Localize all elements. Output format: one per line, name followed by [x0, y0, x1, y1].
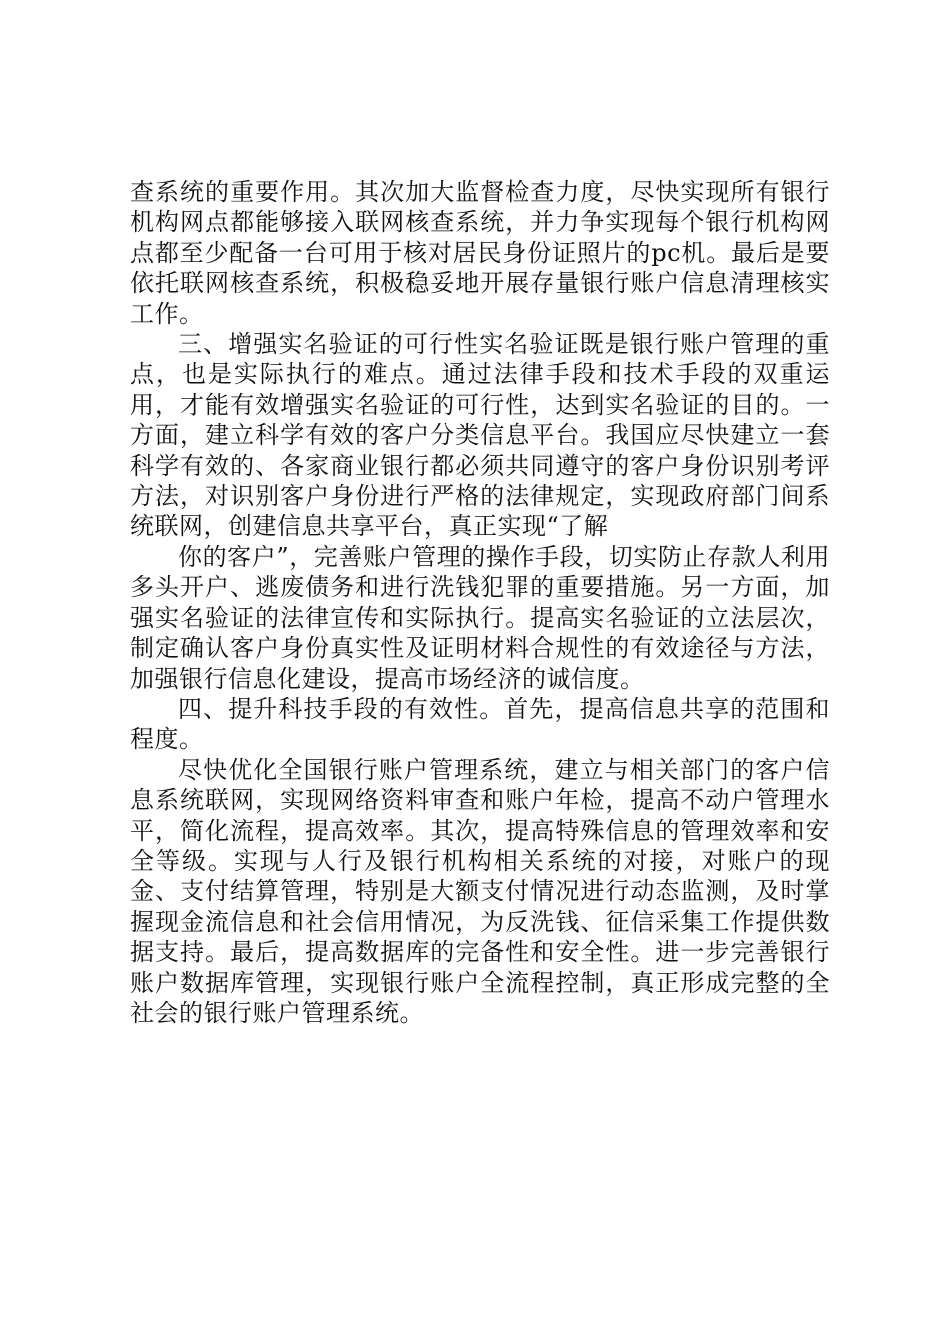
document-body [130, 177, 830, 1028]
paragraph-system-optimization: 尽快优化全国银行账户管理系统，建立与相关部门的客户信息系统联网，实现网络资料审查和账户年检，提高不动户管理水平，简化流程，提高效率。其次，提高特殊信息的管理效率和安全等级。实现与人行及银行机构相关系统的对接，对账户的现金、支付结算管理，特别是大额支付情况进行动态监测，及时掌握现金流信息和社会信用情况，为反洗钱、征信采集工作提供数据支持。最后，提高数据库的完备性和安全性。进一步完善银行账户数据库管理，实现银行账户全流程控制，真正形成完整的全社会的银行账户管理系统。 [130, 755, 830, 1027]
paragraph-know-your-customer: 你的客户”，完善账户管理的操作手段，切实防止存款人利用多头开户、逃废债务和进行洗钱犯罪的重要措施。另一方面，加强实名验证的法律宣传和实际执行。提高实名验证的立法层次，制定确认客户身份真实性及证明材料合规性的有效途径与方法，加强银行信息化建设，提高市场经济的诚信度。 [130, 542, 830, 693]
paragraph-continuation: 查系统的重要作用。其次加大监督检查力度，尽快实现所有银行机构网点都能够接入联网核查系统，并力争实现每个银行机构网点都至少配备一台可用于核对居民身份证照片的pc机。最后是要依托联网核查系统，积极稳妥地开展存量银行账户信息清理核实工作。 [130, 178, 830, 328]
paragraph-section-three: 三、增强实名验证的可行性实名验证既是银行账户管理的重点，也是实际执行的难点。通过法律手段和技术手段的双重运用，才能有效增强实名验证的可行性，达到实名验证的目的。一方面，建立科学有效的客户分类信息平台。我国应尽快建立一套科学有效的、各家商业银行都必须共同遵守的客户身份识别考评方法，对识别客户身份进行严格的法律规定，实现政府部门间系统联网，创建信息共享平台，真正实现“了解 [130, 330, 830, 541]
paragraph-section-four: 四、提升科技手段的有效性。首先，提高信息共享的范围和程度。 [130, 694, 830, 754]
